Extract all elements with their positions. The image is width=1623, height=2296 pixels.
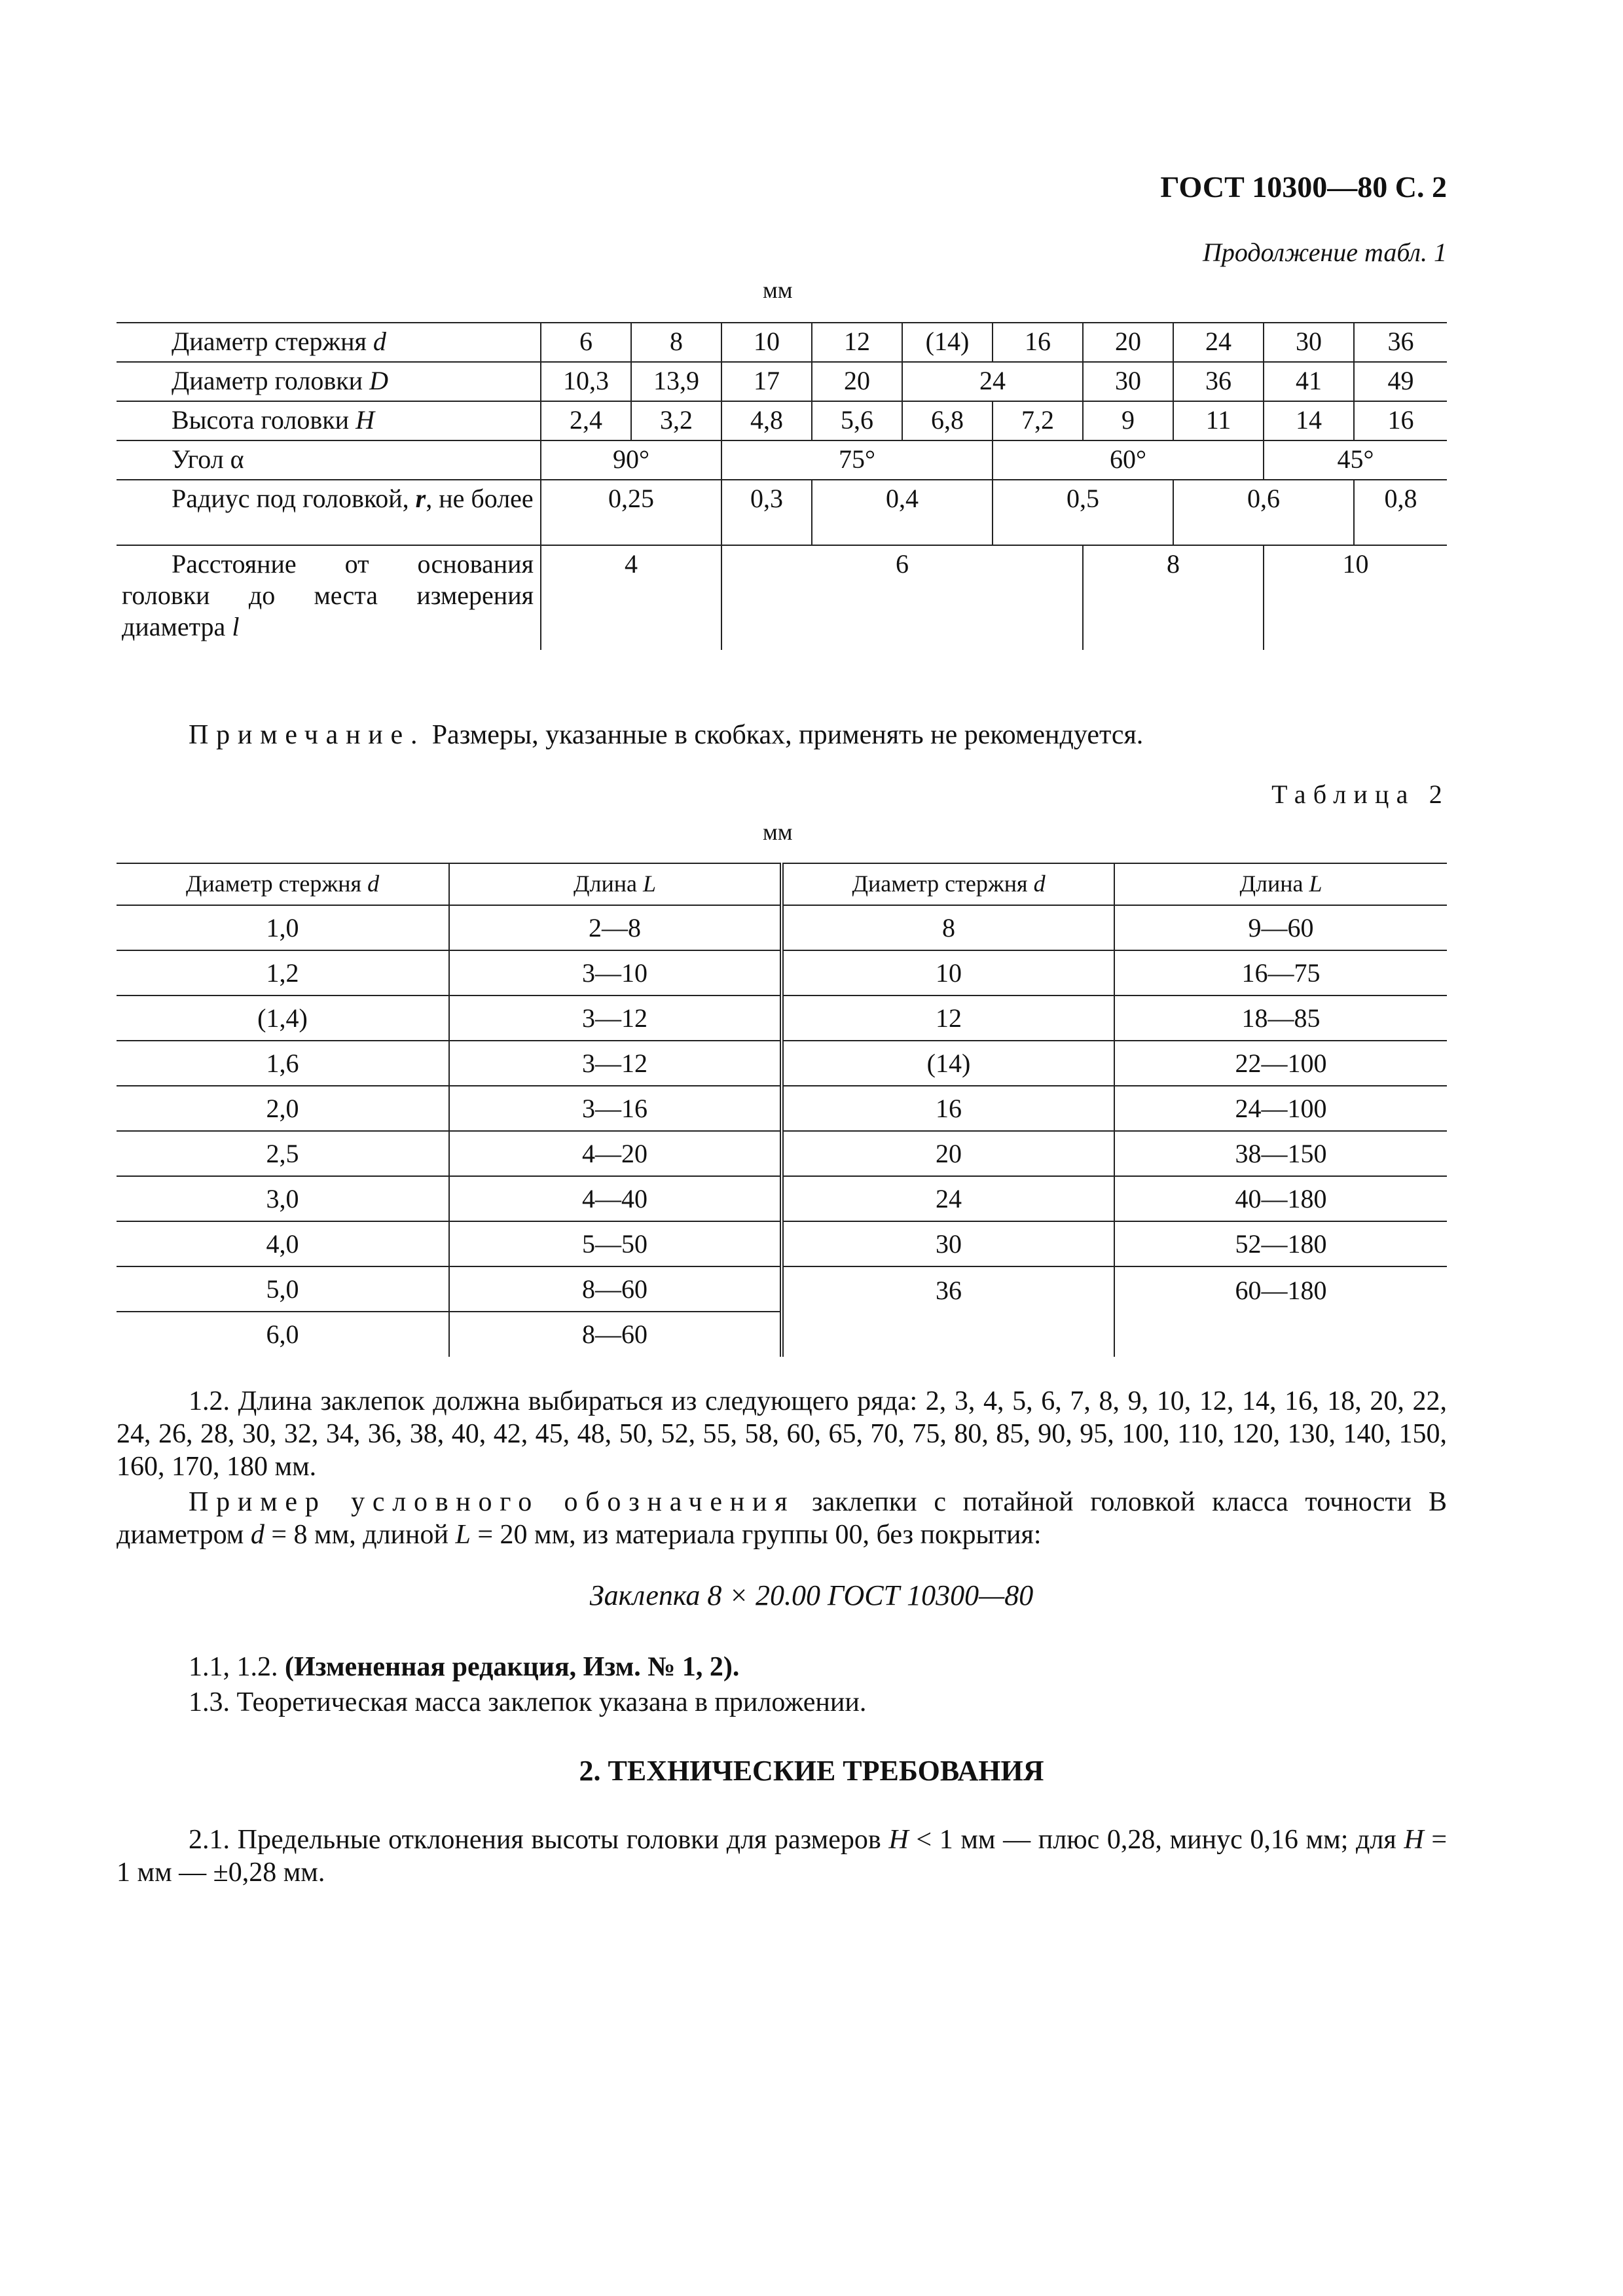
paragraph-1-2 <box>117 1385 1447 1483</box>
section-heading: 2. ТЕХНИЧЕСКИЕ ТРЕБОВАНИЯ <box>579 1755 1044 1787</box>
cell: 40—180 <box>1114 1176 1447 1221</box>
example-text-a: заклепки с потайной головкой класса точности В диаметром <box>117 1487 1447 1550</box>
row-label-text: Радиус под головкой, <box>172 484 409 513</box>
cell: 8—60 <box>449 1312 782 1357</box>
page-header: ГОСТ 10300—80 С. 2 <box>1160 170 1447 204</box>
cell: 20 <box>1083 323 1173 362</box>
cell: 2,4 <box>541 401 631 440</box>
cell: 22—100 <box>1114 1041 1447 1086</box>
table-row <box>117 1266 1447 1312</box>
cell: 4—20 <box>449 1131 782 1176</box>
p21-text-a: 2.1. Предельные отклонения высоты головки для размеров <box>189 1825 889 1855</box>
cell: 90° <box>541 440 721 480</box>
cell: 6,8 <box>902 401 993 440</box>
row-label-text: Угол α <box>172 444 244 474</box>
cell: 17 <box>721 362 812 401</box>
cell: 6 <box>541 323 631 362</box>
cell: 49 <box>1354 362 1447 401</box>
cell: 0,8 <box>1354 480 1447 545</box>
table2 <box>117 863 1447 1357</box>
header-label: Длина <box>1239 870 1304 897</box>
cell: 13,9 <box>631 362 721 401</box>
cell: 6,0 <box>117 1312 449 1357</box>
table1-row-l <box>117 545 1447 650</box>
cell: 18—85 <box>1114 996 1447 1041</box>
amend-bold: (Измененная редакция, Изм. № 1, 2). <box>285 1652 740 1682</box>
cell: 2—8 <box>449 905 782 950</box>
cell: 0,6 <box>1173 480 1354 545</box>
cell: 8 <box>631 323 721 362</box>
header-label: Диаметр стержня <box>185 870 362 897</box>
table1-note <box>189 719 1143 751</box>
cell: 5—50 <box>449 1221 782 1266</box>
cell: 30 <box>1264 323 1354 362</box>
cell: 4,0 <box>117 1221 449 1266</box>
var-H: H <box>888 1825 909 1855</box>
cell: 3—12 <box>449 996 782 1041</box>
row-label-text: Расстояние от основания головки до места измерения диаметра <box>122 549 534 641</box>
cell: 7,2 <box>993 401 1083 440</box>
cell: 30 <box>1083 362 1173 401</box>
cell: 16 <box>1354 401 1447 440</box>
cell: 60—180 <box>1235 1276 1327 1305</box>
var-H: H <box>356 405 374 435</box>
cell: 36 <box>1354 323 1447 362</box>
cell: 16—75 <box>1114 950 1447 996</box>
p21-text-c: = 1 мм — ±0,28 мм. <box>117 1825 1448 1888</box>
table1-row-r <box>117 480 1447 545</box>
cell: 11 <box>1173 401 1264 440</box>
row-label-text: Диаметр головки <box>172 366 363 395</box>
header-cell <box>782 863 1114 905</box>
example-text-c: = 20 мм, из материала группы 00, без покрытия: <box>470 1520 1042 1550</box>
paragraph-amendment <box>117 1651 1447 1683</box>
row-label-text: Высота головки <box>172 405 350 435</box>
var: L <box>1309 870 1322 897</box>
cell: 0,3 <box>721 480 812 545</box>
table1-row-d <box>117 323 1447 362</box>
cell: 36 <box>1173 362 1264 401</box>
row-label-text-b: , не более <box>426 484 534 513</box>
table-row <box>117 1131 1447 1176</box>
example-text-b: = 8 мм, длиной <box>264 1520 456 1550</box>
table-row <box>117 996 1447 1041</box>
cell: 30 <box>782 1221 1114 1266</box>
cell: 0,25 <box>541 480 721 545</box>
cell: 75° <box>721 440 993 480</box>
cell: 41 <box>1264 362 1354 401</box>
header-cell <box>117 863 449 905</box>
paragraph-1-3 <box>117 1686 1447 1719</box>
cell: 10 <box>721 323 812 362</box>
var: d <box>367 870 380 897</box>
cell: 3—16 <box>449 1086 782 1131</box>
cell: 3—12 <box>449 1041 782 1086</box>
header-cell <box>449 863 782 905</box>
table2-header-row <box>117 863 1447 905</box>
note-lead: Примечание. <box>189 720 426 750</box>
cell: 24 <box>782 1176 1114 1221</box>
table1-row-D <box>117 362 1447 401</box>
cell: 10 <box>782 950 1114 996</box>
table2-unit: мм <box>763 819 793 845</box>
cell: 9—60 <box>1114 905 1447 950</box>
cell: (14) <box>782 1041 1114 1086</box>
header-label: Диаметр стержня <box>852 870 1028 897</box>
cell: 2,0 <box>117 1086 449 1131</box>
row-label-text: Диаметр стержня <box>172 327 367 356</box>
var: L <box>643 870 657 897</box>
table1-row-H <box>117 401 1447 440</box>
table-row <box>117 950 1447 996</box>
cell: 24 <box>902 362 1083 401</box>
example-lead: Пример условного обозначения <box>189 1487 795 1517</box>
cell: 38—150 <box>1114 1131 1447 1176</box>
cell: 3,0 <box>117 1176 449 1221</box>
cell: 1,6 <box>117 1041 449 1086</box>
cell: 45° <box>1264 440 1447 480</box>
var-d: d <box>250 1520 264 1550</box>
cell: 4 <box>541 545 721 650</box>
cell: (1,4) <box>117 996 449 1041</box>
cell: 8—60 <box>449 1266 782 1312</box>
table-row <box>117 1221 1447 1266</box>
table-row <box>117 905 1447 950</box>
designation-example: Заклепка 8 × 20.00 ГОСТ 10300—80 <box>589 1579 1034 1611</box>
table1-row-alpha <box>117 440 1447 480</box>
cell: 36 <box>782 1266 1114 1357</box>
table-row <box>117 1041 1447 1086</box>
amend-prefix: 1.1, 1.2. <box>189 1652 285 1682</box>
cell: 4—40 <box>449 1176 782 1221</box>
p12-text: 1.2. Длина заклепок должна выбираться из следующего ряда: 2, 3, 4, 5, 6, 7, 8, 9, 10, 12, 14, 16, 18, 20, 22, 24, 26, 28, 30, 32, 34, 36, 38, 40, 42, 45, 48, 50, 52, 55, 58, 60, 65, 70, 75, 80, 85, 90, 95, 100, 110, 120, 130, 140, 150, 160, 170, 180 мм. <box>117 1386 1447 1482</box>
table-row <box>117 1176 1447 1221</box>
p13-text: 1.3. Теоретическая масса заклепок указана в приложении. <box>189 1687 867 1717</box>
cell: 60° <box>993 440 1264 480</box>
table2-caption: Таблица 2 <box>1271 780 1450 809</box>
var-H: H <box>1404 1825 1424 1855</box>
var: d <box>1033 870 1046 897</box>
row-label <box>117 545 541 650</box>
paragraph-example <box>117 1486 1447 1551</box>
cell: 16 <box>993 323 1083 362</box>
cell: 2,5 <box>117 1131 449 1176</box>
cell: 6 <box>721 545 1083 650</box>
p21-text-b: < 1 мм — плюс 0,28, минус 0,16 мм; для <box>908 1825 1404 1855</box>
cell: 52—180 <box>1114 1221 1447 1266</box>
cell: 24—100 <box>1114 1086 1447 1131</box>
table1-unit: мм <box>763 277 793 303</box>
header-label: Длина <box>573 870 637 897</box>
var-D: D <box>369 366 388 395</box>
cell: 12 <box>812 323 902 362</box>
cell: 0,5 <box>993 480 1173 545</box>
table1-continuation-label: Продолжение табл. 1 <box>1202 238 1447 267</box>
cell: 0,4 <box>812 480 993 545</box>
cell: 10 <box>1264 545 1447 650</box>
header-cell <box>1114 863 1447 905</box>
cell: 24 <box>1173 323 1264 362</box>
var-L: L <box>455 1520 471 1550</box>
row-label <box>117 401 541 440</box>
var-d: d <box>373 327 386 356</box>
cell: (14) <box>902 323 993 362</box>
cell: 10,3 <box>541 362 631 401</box>
cell: 20 <box>782 1131 1114 1176</box>
row-label <box>117 362 541 401</box>
cell: 1,0 <box>117 905 449 950</box>
cell: 8 <box>1083 545 1264 650</box>
cell: 5,6 <box>812 401 902 440</box>
note-text: Размеры, указанные в скобках, применять не рекомендуется. <box>425 720 1144 750</box>
cell: 1,2 <box>117 950 449 996</box>
cell: 3,2 <box>631 401 721 440</box>
cell: 16 <box>782 1086 1114 1131</box>
cell: 5,0 <box>117 1266 449 1312</box>
cell: 9 <box>1083 401 1173 440</box>
paragraph-2-1 <box>117 1823 1447 1889</box>
row-label <box>117 440 541 480</box>
cell: 8 <box>782 905 1114 950</box>
table1 <box>117 322 1447 650</box>
var-r: r <box>415 484 426 513</box>
table-row <box>117 1086 1447 1131</box>
cell: 14 <box>1264 401 1354 440</box>
cell: 12 <box>782 996 1114 1041</box>
row-label <box>117 480 541 545</box>
cell: 20 <box>812 362 902 401</box>
row-label <box>117 323 541 362</box>
cell: 4,8 <box>721 401 812 440</box>
var-l: l <box>232 612 240 641</box>
cell: 3—10 <box>449 950 782 996</box>
